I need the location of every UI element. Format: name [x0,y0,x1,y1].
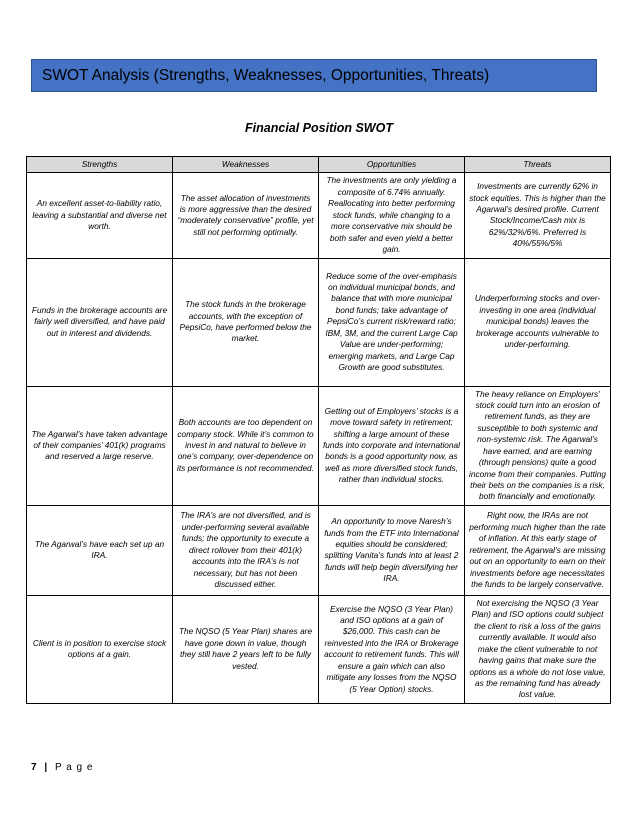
cell-threat: Not exercising the NQSO (3 Year Plan) and ISO options could subject the client to risk a loss of the gains currently available. It would also make the client vulnerable to not having gains that make sure the options as a whole do not lose value, as the remaining fund has already lost value. [465,595,611,703]
header-opportunities: Opportunities [319,157,465,173]
table-header-row [27,157,611,173]
table-row [27,258,611,386]
table-row [27,595,611,703]
cell-opportunity: Reduce some of the over-emphasis on individual municipal bonds, and balance that with more municipal bond funds; take advantage of PepsiCo’s current risk/reward ratio; IBM, 3M, and the current Large Cap Value are under-performing; emerging markets, and Large Cap Growth are good substitutes. [319,258,465,386]
cell-strength: Funds in the brokerage accounts are fairly well diversified, and have paid out in interest and dividends. [27,258,173,386]
cell-opportunity: Exercise the NQSO (3 Year Plan) and ISO options at a gain of $26,000. This cash can be reinvested into the IRA or Brokerage account to retirement funds. This will ensure a gain which can also mitigate any losses from the NQSO (5 Year Option) stocks. [319,595,465,703]
page-label: P a g e [54,762,94,773]
cell-weakness: The asset allocation of investments is more aggressive than the desired “moderately conservative” profile, yet still not performing optimally. [173,173,319,258]
footer-separator: | [44,762,49,773]
cell-opportunity: Getting out of Employers’ stocks is a move toward safety in retirement; shifting a large amount of these funds into corporate and international bonds is a good opportunity now, as well as more diversified stock funds, rather than individual stocks. [319,386,465,505]
cell-threat: The heavy reliance on Employers’ stock could turn into an erosion of retirement funds, as they are susceptible to both systemic and non-systemic risk. The Agarwal’s have earned, and are earning (through pensions) quite a good income from their companies. Putting their bets on the companies is a risk, both financially and emotionally. [465,386,611,505]
section-subtitle: Financial Position SWOT [245,121,393,135]
cell-opportunity: An opportunity to move Naresh’s funds from the ETF into International equities should be considered; splitting Vanita’s funds into at least 2 funds will help begin diversifying her IRA. [319,505,465,595]
cell-threat: Investments are currently 62% in stock equities. This is higher than the Agarwal’s desired profile. Current Stock/Income/Cash mix is 62%/32%/6%. Preferred is 40%/55%/5% [465,173,611,258]
cell-weakness: Both accounts are too dependent on company stock. While it’s common to invest in and natural to believe in one’s company, over-dependence on its performance is not recommended. [173,386,319,505]
cell-strength: The Agarwal’s have each set up an IRA. [27,505,173,595]
cell-strength: The Agarwal’s have taken advantage of their companies’ 401(k) programs and reserved a large reserve. [27,386,173,505]
cell-threat: Underperforming stocks and over-investing in one area (individual municipal bonds) leaves the brokerage accounts vulnerable to under-performing. [465,258,611,386]
cell-threat: Right now, the IRAs are not performing much higher than the rate of inflation. At this early stage of retirement, the Agarwal’s are missing out on an opportunity to earn on their investments before age necessitates the funds to be largely conservative. [465,505,611,595]
header-weaknesses: Weaknesses [173,157,319,173]
table-row [27,505,611,595]
cell-weakness: The stock funds in the brokerage accounts, with the exception of PepsiCo, have performed below the market. [173,258,319,386]
cell-opportunity: The investments are only yielding a composite of 6.74% annually. Reallocating into better performing stock funds, while changing to a more conservative mix should be both safer and even yield a better gain. [319,173,465,258]
page-footer [31,762,93,773]
header-threats: Threats [465,157,611,173]
table-row [27,173,611,258]
cell-strength: An excellent asset-to-liability ratio, leaving a substantial and diverse net worth. [27,173,173,258]
cell-weakness: The IRA’s are not diversified, and is under-performing several available funds; the opportunity to execute a direct rollover from their 401(k) accounts into the IRA’s is not necessary, but has not been discussed either. [173,505,319,595]
page-number: 7 [31,762,38,773]
table-row [27,386,611,505]
cell-strength: Client is in position to exercise stock options at a gain. [27,595,173,703]
header-strengths: Strengths [27,157,173,173]
document-banner: SWOT Analysis (Strengths, Weaknesses, Opportunities, Threats) [31,59,597,92]
cell-weakness: The NQSO (5 Year Plan) shares are have gone down in value, though they still have 2 years left to be fully vested. [173,595,319,703]
swot-table [26,156,611,704]
